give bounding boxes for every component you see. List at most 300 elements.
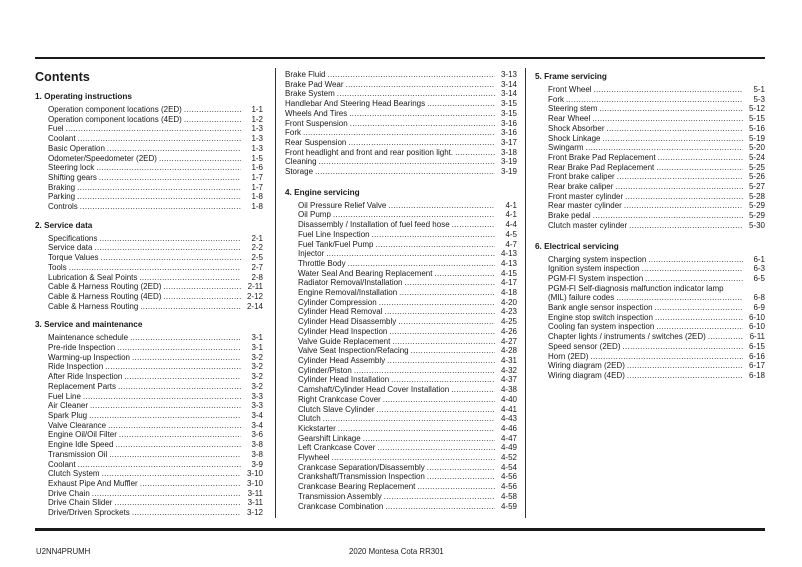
dot-leader — [319, 157, 495, 167]
toc-entry-page: 3-3 — [251, 401, 263, 411]
toc-entry-page: 4-13 — [500, 249, 517, 259]
dot-leader — [392, 337, 495, 347]
toc-entry-label: Valve Clearance — [48, 420, 107, 430]
toc-entry[interactable] — [48, 292, 263, 302]
toc-entry[interactable] — [48, 192, 263, 202]
toc-entry-list — [285, 70, 517, 177]
toc-entry-page: 4-49 — [500, 443, 517, 453]
toc-entry-label: Flywheel — [298, 453, 330, 463]
toc-entry-label: Engine stop switch inspection — [548, 312, 653, 322]
page-title: Contents — [35, 70, 90, 84]
toc-entry-page: 4-28 — [500, 346, 517, 356]
dot-leader — [350, 119, 495, 129]
toc-entry-label: Torque Values — [48, 253, 99, 263]
dot-leader — [92, 489, 241, 499]
toc-column-3 — [535, 72, 765, 390]
toc-entry[interactable] — [298, 201, 517, 211]
toc-entry[interactable] — [48, 263, 263, 273]
toc-entry-label: Charging system inspection — [548, 254, 647, 264]
toc-entry-page: 2-7 — [251, 262, 263, 272]
toc-entry[interactable] — [548, 211, 765, 221]
toc-entry-page: 4-1 — [505, 200, 517, 210]
toc-entry[interactable] — [48, 144, 263, 154]
toc-entry[interactable] — [285, 70, 517, 80]
toc-entry[interactable] — [285, 80, 517, 90]
toc-entry-page: 4-23 — [500, 307, 517, 317]
dot-leader — [363, 434, 495, 444]
toc-entry[interactable] — [548, 85, 765, 95]
dot-leader — [627, 371, 743, 381]
dot-leader — [389, 327, 495, 337]
dot-leader — [83, 392, 241, 402]
toc-entry[interactable] — [285, 99, 517, 109]
toc-entry-label: Handlebar And Steering Head Bearings — [285, 99, 426, 109]
dot-leader — [101, 253, 241, 263]
toc-entry[interactable] — [48, 508, 263, 518]
toc-entry-page: 4-52 — [500, 453, 517, 463]
toc-entry[interactable] — [48, 450, 263, 460]
dot-leader — [78, 134, 241, 144]
toc-entry-label: Exhaust Pipe And Muffler — [48, 478, 138, 488]
toc-entry-label: Cylinder Head Removal — [298, 307, 383, 317]
toc-entry[interactable] — [48, 382, 263, 392]
toc-entry-label: Fuel — [48, 124, 64, 134]
dot-leader — [606, 124, 743, 134]
toc-entry[interactable] — [298, 210, 517, 220]
dot-leader — [159, 154, 241, 164]
toc-entry[interactable] — [298, 356, 517, 366]
toc-entry[interactable] — [548, 192, 765, 202]
dot-leader — [118, 382, 241, 392]
dot-leader — [99, 234, 241, 244]
toc-entry[interactable] — [298, 385, 517, 395]
dot-leader — [383, 395, 495, 405]
toc-entry-label: Pre-ride Inspection — [48, 343, 116, 353]
dot-leader — [348, 138, 495, 148]
toc-entry-label: Crankshaft/Transmission Inspection — [298, 472, 425, 482]
toc-entry-page: 3-4 — [251, 420, 263, 430]
toc-entry[interactable] — [298, 482, 517, 492]
toc-entry[interactable] — [548, 284, 765, 294]
dot-leader — [327, 70, 495, 80]
toc-entry-page: 4-4 — [505, 220, 517, 230]
toc-entry-list — [535, 255, 765, 381]
dot-leader — [375, 240, 495, 250]
toc-entry-label: Shifting gears — [48, 172, 97, 182]
toc-entry-label: Crankcase Bearing Replacement — [298, 482, 416, 492]
toc-entry-label: Rear Brake Pad Replacement — [548, 162, 655, 172]
toc-entry-page: 4-47 — [500, 433, 517, 443]
toc-entry-label: Transmission Assembly — [298, 491, 382, 501]
toc-entry[interactable] — [548, 182, 765, 192]
toc-entry[interactable] — [298, 424, 517, 434]
toc-entry[interactable] — [548, 352, 765, 362]
toc-entry[interactable] — [298, 230, 517, 240]
toc-entry-label: Gearshift Linkage — [298, 433, 361, 443]
toc-entry-page: 5-30 — [748, 220, 765, 230]
dot-leader — [80, 202, 241, 212]
toc-entry[interactable] — [48, 411, 263, 421]
toc-entry[interactable] — [548, 371, 765, 381]
toc-entry-page: 4-37 — [500, 375, 517, 385]
toc-entry[interactable] — [48, 115, 263, 125]
toc-entry[interactable] — [548, 172, 765, 182]
toc-entry-page: 1-3 — [251, 143, 263, 153]
dot-leader — [384, 492, 495, 502]
dot-leader — [303, 128, 495, 138]
toc-entry[interactable] — [285, 148, 517, 158]
toc-entry-label: Cylinder Head Installation — [298, 375, 390, 385]
toc-entry-page: 3-19 — [500, 157, 517, 167]
dot-leader — [427, 472, 495, 482]
toc-entry[interactable] — [48, 498, 263, 508]
toc-entry[interactable] — [298, 298, 517, 308]
dot-leader — [354, 366, 495, 376]
toc-entry[interactable] — [298, 307, 517, 317]
toc-entry[interactable] — [48, 163, 263, 173]
toc-entry[interactable] — [548, 313, 765, 323]
toc-entry[interactable] — [548, 114, 765, 124]
toc-entry-page: 4-58 — [500, 491, 517, 501]
dot-leader — [163, 282, 241, 292]
document-model: 2020 Montesa Cota RR301 — [349, 546, 444, 556]
toc-entry[interactable] — [298, 240, 517, 250]
toc-entry-label: Cleaning — [285, 157, 317, 167]
toc-entry[interactable] — [48, 282, 263, 292]
toc-entry-label: Fork — [548, 94, 564, 104]
dot-leader — [140, 479, 241, 489]
toc-entry-page: 6-9 — [753, 303, 765, 313]
dot-leader — [114, 498, 241, 508]
dot-leader — [629, 221, 743, 231]
toc-entry[interactable] — [548, 255, 765, 265]
toc-entry[interactable] — [285, 128, 517, 138]
toc-entry-page: 3-9 — [251, 459, 263, 469]
section-title: 1. Operating instructions — [35, 92, 132, 101]
toc-entry-label: Spark Plug — [48, 410, 88, 420]
dot-leader — [592, 114, 743, 124]
toc-entry-page: 5-29 — [748, 211, 765, 221]
toc-entry-label: Cylinder Head Disassembly — [298, 317, 397, 327]
toc-entry-list — [285, 201, 517, 512]
dot-leader — [566, 95, 743, 105]
dot-leader — [372, 230, 495, 240]
toc-entry[interactable] — [548, 221, 765, 231]
toc-entry[interactable] — [298, 443, 517, 453]
toc-entry[interactable] — [48, 392, 263, 402]
toc-entry-label: Injector — [298, 249, 325, 259]
dot-leader — [140, 302, 241, 312]
toc-entry-page: 3-1 — [251, 343, 263, 353]
toc-entry-page: 5-1 — [753, 85, 765, 94]
toc-entry-label: Camshaft/Cylinder Head Cover Installation — [298, 385, 450, 395]
toc-entry-label: Engine Idle Speed — [48, 440, 114, 450]
toc-entry[interactable] — [48, 460, 263, 470]
toc-entry-label: Braking — [48, 182, 76, 192]
section-title: 5. Frame servicing — [535, 72, 607, 81]
toc-entry-page: 4-1 — [505, 210, 517, 220]
toc-entry[interactable] — [298, 492, 517, 502]
toc-entry[interactable] — [48, 183, 263, 193]
dot-leader — [615, 182, 743, 192]
toc-entry-label: Drive Chain Slider — [48, 498, 113, 508]
toc-entry[interactable] — [48, 353, 263, 363]
toc-entry[interactable] — [48, 234, 263, 244]
toc-entry-page: 3-2 — [251, 381, 263, 391]
toc-entry[interactable] — [298, 375, 517, 385]
toc-entry-label: Clutch System — [48, 469, 100, 479]
toc-entry-page: 6-16 — [748, 351, 765, 361]
toc-entry[interactable] — [548, 342, 765, 352]
dot-leader — [124, 372, 241, 382]
dot-leader — [384, 307, 495, 317]
toc-entry[interactable] — [548, 134, 765, 144]
toc-entry-page: 5-16 — [748, 123, 765, 133]
toc-entry[interactable] — [298, 327, 517, 337]
dot-leader — [405, 278, 496, 288]
toc-entry[interactable] — [548, 303, 765, 313]
toc-entry-label: Clutch Slave Cylinder — [298, 404, 375, 414]
toc-entry-page: 5-12 — [748, 104, 765, 114]
dot-leader — [102, 469, 241, 479]
section-title: 4. Engine servicing — [285, 187, 360, 197]
toc-entry[interactable] — [48, 253, 263, 263]
toc-entry-label: Storage — [285, 167, 314, 177]
toc-entry-label: Cylinder/Piston — [298, 365, 352, 375]
toc-entry-label: Basic Operation — [48, 143, 105, 153]
toc-entry[interactable] — [298, 269, 517, 279]
toc-entry[interactable] — [48, 124, 263, 134]
toc-entry-label: Bank angle sensor inspection — [548, 303, 653, 313]
toc-entry-page: 4-17 — [500, 278, 517, 288]
toc-entry-page: 6-15 — [748, 341, 765, 351]
toc-entry[interactable] — [285, 109, 517, 119]
toc-entry[interactable] — [298, 434, 517, 444]
dot-leader — [130, 333, 241, 343]
section-service-maintenance-continued — [285, 70, 517, 177]
dot-leader — [399, 288, 495, 298]
toc-entry-label: Wheels And Tires — [285, 108, 348, 118]
section-engine-servicing — [285, 188, 517, 512]
toc-entry-page: 2-14 — [246, 301, 263, 311]
toc-entry-label: Drive/Driven Sprockets — [48, 508, 130, 518]
toc-entry-page: 1-8 — [251, 192, 263, 202]
toc-entry[interactable] — [548, 361, 765, 371]
toc-entry-page: 2-12 — [246, 291, 263, 301]
toc-entry-page: 2-2 — [251, 243, 263, 253]
toc-entry[interactable] — [548, 322, 765, 332]
toc-entry-page: 1-3 — [251, 124, 263, 134]
dot-leader — [385, 502, 495, 512]
toc-entry[interactable] — [48, 372, 263, 382]
toc-entry-label: Coolant — [48, 134, 76, 144]
dot-leader — [617, 172, 743, 182]
toc-entry[interactable] — [298, 346, 517, 356]
toc-entry[interactable] — [48, 479, 263, 489]
toc-entry-page: 4-32 — [500, 365, 517, 375]
toc-entry[interactable] — [298, 453, 517, 463]
toc-entry-label: Transmission Oil — [48, 449, 108, 459]
toc-entry-label: Steering lock — [48, 163, 95, 173]
dot-leader — [451, 385, 495, 395]
toc-entry-label: Chapter lights / instruments / switches (2ED) — [548, 332, 706, 342]
toc-entry[interactable] — [298, 220, 517, 230]
toc-entry[interactable] — [285, 167, 517, 177]
toc-entry-page: 3-4 — [251, 410, 263, 420]
toc-entry-page: 4-43 — [500, 414, 517, 424]
toc-entry-page: 3-10 — [246, 478, 263, 488]
toc-entry-page: 3-15 — [500, 99, 517, 109]
toc-entry-page: 2-1 — [251, 233, 263, 243]
toc-entry-label: Oil Pump — [298, 210, 331, 220]
toc-entry-label: Speed sensor (2ED) — [548, 341, 621, 351]
toc-entry-page: 5-15 — [748, 114, 765, 124]
toc-entry[interactable] — [298, 472, 517, 482]
toc-entry[interactable] — [48, 440, 263, 450]
dot-leader — [89, 411, 241, 421]
toc-entry[interactable] — [48, 489, 263, 499]
toc-entry[interactable] — [48, 362, 263, 372]
toc-entry-page: 3-2 — [251, 362, 263, 372]
toc-entry-label: Maintenance schedule — [48, 333, 129, 343]
toc-entry[interactable] — [48, 134, 263, 144]
toc-entry-page: 2-8 — [251, 272, 263, 282]
dot-leader — [132, 508, 241, 518]
section-service-data — [35, 221, 263, 312]
toc-entry[interactable] — [48, 401, 263, 411]
dot-leader — [338, 424, 495, 434]
toc-entry[interactable] — [285, 119, 517, 129]
toc-entry[interactable] — [48, 333, 263, 343]
toc-entry[interactable] — [548, 104, 765, 114]
toc-entry[interactable] — [298, 259, 517, 269]
toc-entry[interactable] — [548, 264, 765, 274]
toc-entry[interactable] — [48, 430, 263, 440]
toc-entry[interactable] — [548, 274, 765, 284]
dot-leader — [434, 269, 495, 279]
toc-entry[interactable] — [548, 332, 765, 342]
section-title: 2. Service data — [35, 220, 93, 230]
dot-leader — [139, 273, 241, 283]
toc-entry[interactable] — [285, 138, 517, 148]
toc-entry-label: Lubrication & Seal Points — [48, 272, 138, 282]
toc-entry[interactable] — [298, 317, 517, 327]
toc-entry-page: 4-15 — [500, 268, 517, 278]
toc-entry-page: 3-18 — [500, 147, 517, 157]
toc-entry-page: 3-3 — [251, 391, 263, 401]
toc-entry[interactable] — [548, 143, 765, 153]
toc-entry[interactable] — [548, 95, 765, 105]
toc-entry[interactable] — [48, 302, 263, 312]
toc-entry[interactable] — [298, 463, 517, 473]
toc-entry[interactable] — [548, 153, 765, 163]
toc-entry-label: PGM-FI Self-diagnosis malfunction indicator lamp — [548, 283, 724, 293]
toc-entry[interactable] — [548, 124, 765, 134]
toc-entry-label: Disassembly / Installation of fuel feed hose — [298, 220, 450, 230]
toc-entry-page: 3-11 — [247, 498, 263, 508]
toc-entry[interactable] — [298, 405, 517, 415]
toc-entry-label: Engine Removal/Installation — [298, 288, 398, 298]
toc-entry[interactable] — [548, 201, 765, 211]
toc-entry-page: 4-5 — [505, 229, 517, 239]
dot-leader — [332, 453, 495, 463]
section-title: 6. Electrical servicing — [535, 241, 619, 251]
toc-entry-page: 5-26 — [748, 172, 765, 182]
toc-entry-page: 1-7 — [251, 172, 263, 182]
toc-entry-list — [35, 234, 263, 312]
dot-leader — [602, 134, 743, 144]
toc-entry-label: Radiator Removal/Installation — [298, 278, 403, 288]
toc-entry[interactable] — [48, 421, 263, 431]
toc-entry[interactable] — [48, 243, 263, 253]
toc-entry[interactable] — [298, 414, 517, 424]
toc-entry[interactable] — [48, 469, 263, 479]
toc-entry-label: Fork — [285, 128, 301, 138]
toc-entry[interactable] — [548, 293, 765, 303]
toc-entry-page: 1-2 — [251, 114, 263, 124]
toc-entry-page: 4-56 — [500, 482, 517, 492]
toc-entry[interactable] — [298, 278, 517, 288]
toc-entry[interactable] — [48, 202, 263, 212]
toc-entry-label: Fuel Line Inspection — [298, 229, 370, 239]
toc-entry-page: 3-11 — [247, 488, 263, 498]
toc-entry-page: 3-19 — [500, 167, 517, 177]
dot-leader — [391, 375, 495, 385]
toc-entry-label: Cylinder Head Inspection — [298, 326, 388, 336]
toc-entry[interactable] — [48, 343, 263, 353]
toc-entry[interactable] — [298, 249, 517, 259]
toc-entry[interactable] — [298, 288, 517, 298]
toc-entry[interactable] — [298, 366, 517, 376]
toc-entry-list — [35, 105, 263, 212]
toc-entry-label: Wiring diagram (4ED) — [548, 370, 625, 380]
toc-entry-label: Fuel Tank/Fuel Pump — [298, 239, 374, 249]
toc-entry-label: Cable & Harness Routing (4ED) — [48, 291, 162, 301]
toc-entry[interactable] — [298, 395, 517, 405]
toc-entry[interactable] — [48, 173, 263, 183]
dot-leader — [333, 210, 495, 220]
toc-entry-page: 6-10 — [748, 312, 765, 322]
toc-entry-page: 3-1 — [251, 333, 263, 343]
toc-entry[interactable] — [285, 89, 517, 99]
toc-entry-page: 4-26 — [500, 326, 517, 336]
dot-leader — [593, 211, 743, 221]
toc-entry[interactable] — [298, 502, 517, 512]
toc-entry[interactable] — [48, 105, 263, 115]
dot-leader — [66, 124, 241, 134]
toc-entry-label: Front Wheel — [548, 85, 592, 94]
section-title: 3. Service and maintenance — [35, 320, 143, 330]
dot-leader — [376, 405, 495, 415]
toc-entry-page: 3-2 — [251, 352, 263, 362]
section-service-maintenance — [35, 320, 263, 517]
toc-entry[interactable] — [548, 163, 765, 173]
toc-entry-page: 3-15 — [500, 108, 517, 118]
toc-entry[interactable] — [48, 273, 263, 283]
dot-leader — [337, 89, 495, 99]
toc-entry[interactable] — [298, 337, 517, 347]
toc-entry-page: 2-11 — [247, 282, 263, 292]
toc-entry-label: Controls — [48, 202, 78, 212]
toc-column-1 — [35, 68, 263, 527]
toc-entry[interactable] — [285, 157, 517, 167]
toc-entry-label: Cylinder Head Assembly — [298, 355, 386, 365]
toc-entry-label: Ignition system inspection — [548, 264, 640, 274]
column-divider — [275, 68, 276, 518]
dot-leader — [411, 346, 495, 356]
toc-entry-label: Front headlight and front and rear position light. — [285, 147, 454, 157]
toc-entry[interactable] — [48, 154, 263, 164]
